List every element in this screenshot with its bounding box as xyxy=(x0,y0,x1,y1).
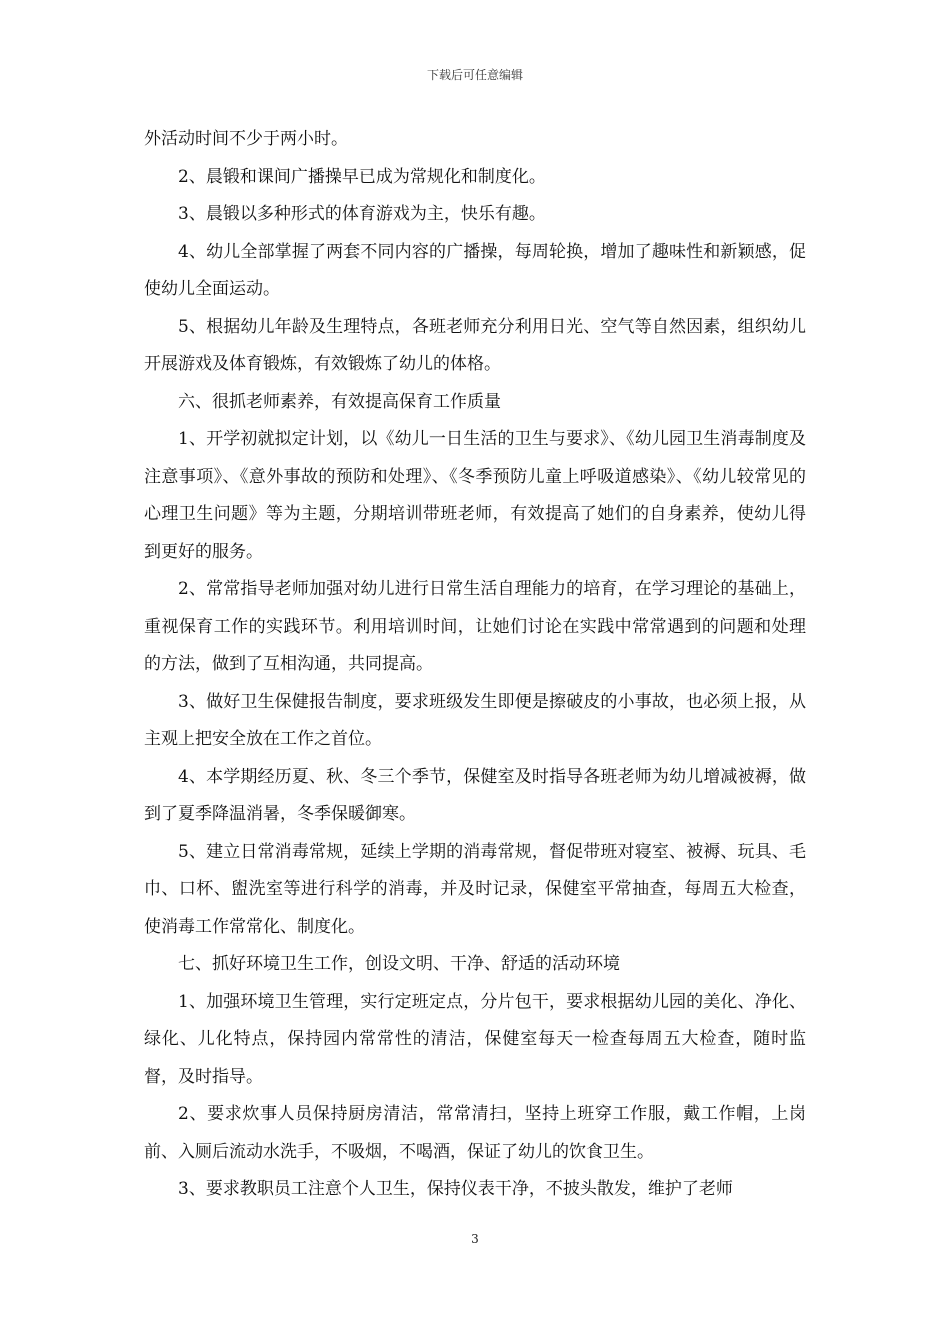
paragraph: 3、晨锻以多种形式的体育游戏为主，快乐有趣。 xyxy=(178,204,546,224)
paragraph-continuation: 外活动时间不少于两小时。 xyxy=(144,129,348,149)
paragraph: 2、要求炊事人员保持厨房清洁，常常清扫，坚持上班穿工作服，戴工作帽，上岗前、入厕后流动水洗手，不吸烟，不喝酒，保证了幼儿的饮食卫生。 xyxy=(144,1104,806,1162)
page-header xyxy=(0,68,950,82)
paragraph: 2、晨锻和课间广播操早已成为常规化和制度化。 xyxy=(178,166,546,187)
paragraph: 5、根据幼儿年龄及生理特点，各班老师充分利用日光、空气等自然因素，组织幼儿开展游戏及体育锻炼，有效锻炼了幼儿的体格。 xyxy=(144,316,806,374)
page-number: 3 xyxy=(471,1232,479,1246)
paragraph: 3、做好卫生保健报告制度，要求班级发生即便是擦破皮的小事故，也必须上报，从主观上把安全放在工作之首位。 xyxy=(144,691,806,749)
paragraph: 4、本学期经历夏、秋、冬三个季节，保健室及时指导各班老师为幼儿增减被褥，做到了夏季降温消暑，冬季保暖御寒。 xyxy=(144,766,806,824)
document-body xyxy=(144,121,806,1209)
header-note: 下载后可任意编辑 xyxy=(426,68,523,82)
paragraph: 4、幼儿全部掌握了两套不同内容的广播操，每周轮换，增加了趣味性和新颖感，促使幼儿全面运动。 xyxy=(144,241,806,299)
paragraph: 2、常常指导老师加强对幼儿进行日常生活自理能力的培育，在学习理论的基础上，重视保育工作的实践环节。利用培训时间，让她们讨论在实践中常常遇到的问题和处理的方法，做到了互相沟通，共同提高。 xyxy=(144,579,806,674)
section-heading: 六、很抓老师素养，有效提高保育工作质量 xyxy=(178,391,501,412)
paragraph: 5、建立日常消毒常规，延续上学期的消毒常规，督促带班对寝室、被褥、玩具、毛巾、口杯、盥洗室等进行科学的消毒，并及时记录，保健室平常抽查，每周五大检查，使消毒工作常常化、制度化。 xyxy=(144,841,806,937)
paragraph: 3、要求教职员工注意个人卫生，保持仪表干净，不披头散发，维护了老师 xyxy=(178,1179,733,1199)
paragraph: 1、开学初就拟定计划，以《幼儿一日生活的卫生与要求》、《幼儿园卫生消毒制度及注意事项》、《意外事故的预防和处理》、《冬季预防儿童上呼吸道感染》、《幼儿较常见的心理卫生问题》等为主题，分期培训带班老师，有效提高了她们的自身素养，使幼儿得到更好的服务。 xyxy=(144,429,806,562)
page-footer xyxy=(0,1232,950,1246)
paragraph: 1、加强环境卫生管理，实行定班定点，分片包干，要求根据幼儿园的美化、净化、绿化、儿化特点，保持园内常常性的清洁，保健室每天一检查每周五大检查，随时监督，及时指导。 xyxy=(144,991,806,1087)
section-heading: 七、抓好环境卫生工作，创设文明、干净、舒适的活动环境 xyxy=(178,954,620,974)
